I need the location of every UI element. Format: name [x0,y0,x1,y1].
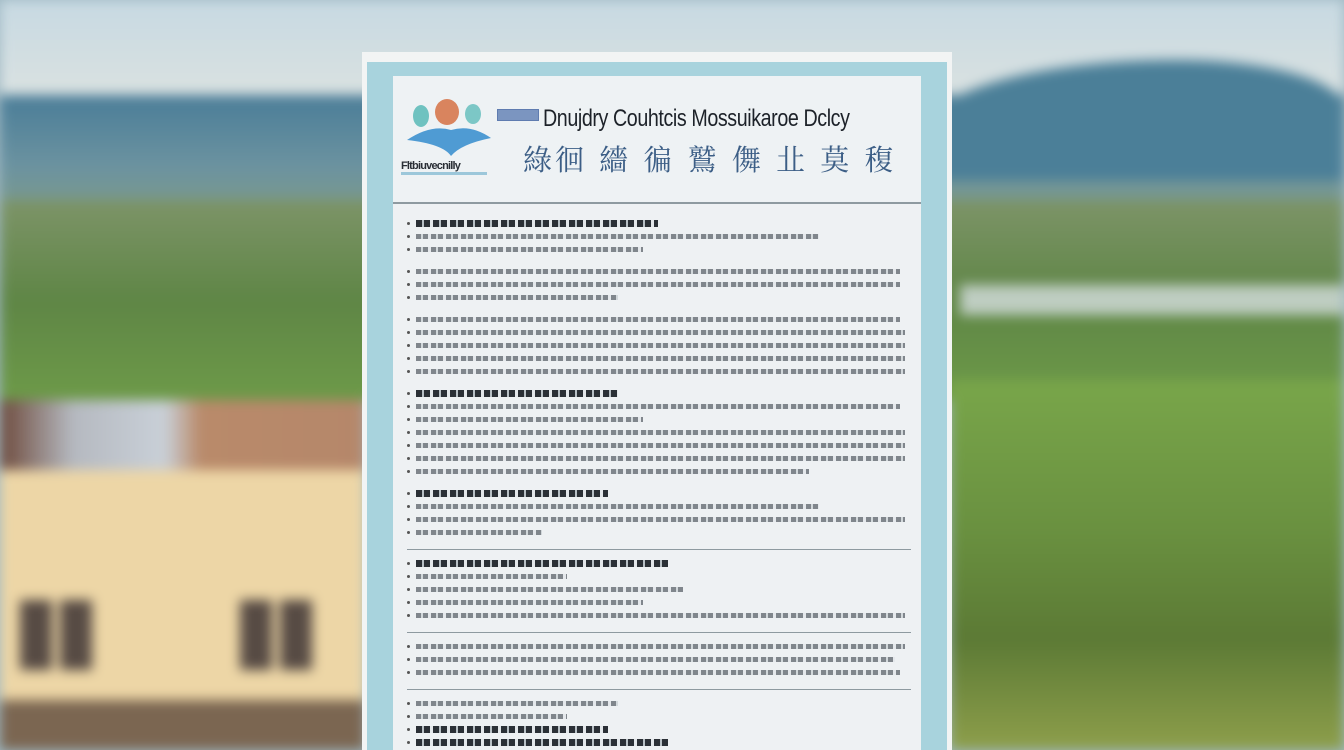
text-line [407,340,911,350]
text-line [407,327,911,337]
bullet-icon [407,418,410,421]
text-line [407,292,911,302]
bullet-icon [407,370,410,373]
illegible-text [416,369,905,374]
illegible-text [416,356,905,361]
text-line [407,353,911,363]
poster-section [407,266,911,302]
bullet-icon [407,318,410,321]
illegible-text [416,220,658,227]
text-line [407,501,911,511]
illegible-text [416,587,683,592]
text-line [407,610,911,620]
bullet-icon [407,562,410,565]
bullet-icon [407,658,410,661]
bullet-icon [407,222,410,225]
building-window [280,600,312,670]
bullet-icon [407,728,410,731]
text-line [407,571,911,581]
text-line [407,244,911,254]
bullet-icon [407,344,410,347]
building-roof [0,400,365,480]
poster-section [407,698,911,750]
bullet-icon [407,457,410,460]
illegible-text [416,613,905,618]
divider [407,689,911,690]
illegible-text [416,390,618,397]
illegible-text [416,726,608,733]
poster-section [407,314,911,376]
illegible-text [416,574,567,579]
illegible-text [416,560,668,567]
illegible-text [416,404,900,409]
illegible-text [416,443,905,448]
illegible-text [416,430,905,435]
divider [407,549,911,550]
bullet-icon [407,645,410,648]
bullet-icon [407,235,410,238]
building-window [20,600,52,670]
bullet-icon [407,444,410,447]
text-line [407,597,911,607]
text-line [407,427,911,437]
illegible-text [416,269,900,274]
illegible-text [416,517,905,522]
poster-section [407,641,911,677]
building-window [60,600,92,670]
bullet-icon [407,270,410,273]
divider [407,632,911,633]
poster-section [407,488,911,537]
text-line [407,266,911,276]
illegible-text [416,295,618,300]
bullet-icon [407,283,410,286]
illegible-text [416,456,905,461]
text-line [407,414,911,424]
text-line [407,314,911,324]
bullet-icon [407,741,410,744]
river [960,285,1344,315]
text-line [407,724,911,734]
bullet-icon [407,531,410,534]
building-window [240,600,272,670]
text-line [407,514,911,524]
poster-section [407,558,911,620]
poster-header [393,76,921,204]
bullet-icon [407,505,410,508]
blue-badge-icon [497,109,539,121]
illegible-text [416,247,643,252]
bullet-icon [407,248,410,251]
text-line [407,231,911,241]
text-line [407,558,911,568]
bullet-icon [407,715,410,718]
illegible-text [416,469,809,474]
poster-section [407,218,911,254]
illegible-text [416,282,900,287]
bullet-icon [407,588,410,591]
text-line [407,698,911,708]
illegible-text [416,490,608,497]
text-line [407,466,911,476]
bullet-icon [407,405,410,408]
text-line [407,440,911,450]
illegible-text [416,644,905,649]
text-line [407,218,911,228]
bullet-icon [407,575,410,578]
text-line [407,366,911,376]
poster-sheet [393,76,921,750]
poster-frame [367,62,947,750]
poster-title: Dnujdry Couhtcis Mossuikaroe Dclcy [543,105,850,132]
text-line [407,737,911,747]
illegible-text [416,670,900,675]
policy-poster [362,52,952,750]
bullet-icon [407,492,410,495]
poster-section [407,388,911,476]
poster-title-chinese: 綠徊 繬 徧 鷲 儛 㐀 莫 稪 [523,143,897,177]
bullet-icon [407,614,410,617]
bullet-icon [407,518,410,521]
illegible-text [416,657,895,662]
text-line [407,584,911,594]
illegible-text [416,701,618,706]
bullet-icon [407,392,410,395]
illegible-text [416,530,542,535]
bullet-icon [407,702,410,705]
text-line [407,401,911,411]
text-line [407,279,911,289]
illegible-text [416,739,668,746]
text-line [407,453,911,463]
bullet-icon [407,601,410,604]
illegible-text [416,714,567,719]
bullet-icon [407,470,410,473]
logo-label: Fltbiuvecnilly [401,160,487,175]
illegible-text [416,343,905,348]
landscape-logo-icon [401,98,493,188]
illegible-text [416,504,819,509]
illegible-text [416,417,643,422]
illegible-text [416,600,643,605]
illegible-text [416,234,819,239]
meadow [950,380,1344,750]
illegible-text [416,317,900,322]
text-line [407,388,911,398]
ground [0,700,365,750]
text-line [407,711,911,721]
bullet-icon [407,296,410,299]
text-line [407,654,911,664]
text-line [407,667,911,677]
text-line [407,641,911,651]
illegible-text [416,330,905,335]
text-line [407,488,911,498]
bullet-icon [407,671,410,674]
poster-body [393,204,921,750]
bullet-icon [407,357,410,360]
bullet-icon [407,431,410,434]
text-line [407,527,911,537]
bullet-icon [407,331,410,334]
